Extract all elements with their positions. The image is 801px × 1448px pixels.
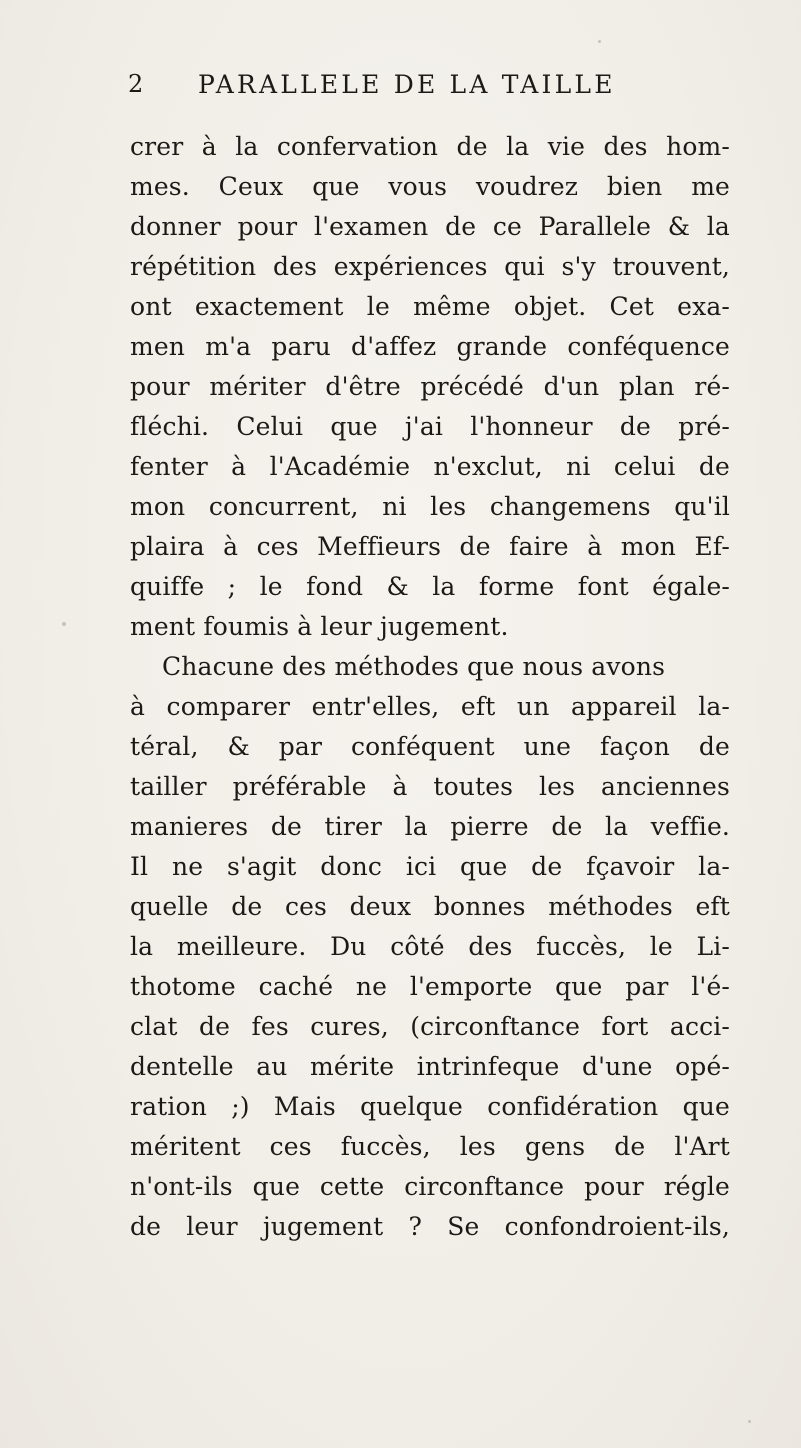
text-line: la meilleure. Du côté des fuccès, le Li- (130, 932, 730, 961)
text-line: donner pour l'examen de ce Parallele & la (130, 212, 730, 241)
text-line: fenter à l'Académie n'exclut, ni celui de (130, 452, 730, 481)
text-line: Il ne s'agit donc ici que de fçavoir la- (130, 852, 730, 881)
text-line: mon concurrent, ni les changemens qu'il (130, 492, 730, 521)
text-line: thotome caché ne l'emporte que par l'é- (130, 972, 730, 1001)
paper-speck (598, 40, 601, 43)
text-line: méritent ces fuccès, les gens de l'Art (130, 1132, 730, 1161)
text-line: quiffe ; le fond & la forme font égale- (130, 572, 730, 601)
text-line: répétition des expériences qui s'y trouvent, (130, 252, 730, 281)
text-line: ration ;) Mais quelque confidération que (130, 1092, 730, 1121)
text-line: ment foumis à leur jugement. (130, 612, 509, 641)
text-line: n'ont-ils que cette circonftance pour régle (130, 1172, 730, 1201)
text-line: ont exactement le même objet. Cet exa- (130, 292, 730, 321)
text-line: crer à la confervation de la vie des hom- (130, 132, 730, 161)
text-line: dentelle au mérite intrinfeque d'une opé- (130, 1052, 730, 1081)
text-line: clat de fes cures, (circonftance fort acci- (130, 1012, 730, 1041)
text-line: téral, & par conféquent une façon de (130, 732, 730, 761)
text-line: pour mériter d'être précédé d'un plan ré- (130, 372, 730, 401)
text-line: tailler préférable à toutes les anciennes (130, 772, 730, 801)
text-line: mes. Ceux que vous voudrez bien me (130, 172, 730, 201)
text-line: men m'a paru d'affez grande conféquence (130, 332, 730, 361)
running-title: PARALLELE DE LA TAILLE (198, 70, 616, 99)
paragraph-start-line: Chacune des méthodes que nous avons (162, 652, 666, 681)
paper-speck (62, 622, 66, 626)
text-line: plaira à ces Meffieurs de faire à mon Ef- (130, 532, 730, 561)
paper-speck (748, 1420, 751, 1423)
text-line: de leur jugement ? Se confondroient-ils, (130, 1212, 730, 1241)
text-line: à comparer entr'elles, eft un appareil la- (130, 692, 730, 721)
page-number: 2 (128, 70, 145, 98)
text-line: fléchi. Celui que j'ai l'honneur de pré- (130, 412, 730, 441)
body-text (130, 127, 730, 1247)
text-line: quelle de ces deux bonnes méthodes eft (130, 892, 730, 921)
text-line: manieres de tirer la pierre de la veffie. (130, 812, 730, 841)
page-header (128, 70, 688, 110)
